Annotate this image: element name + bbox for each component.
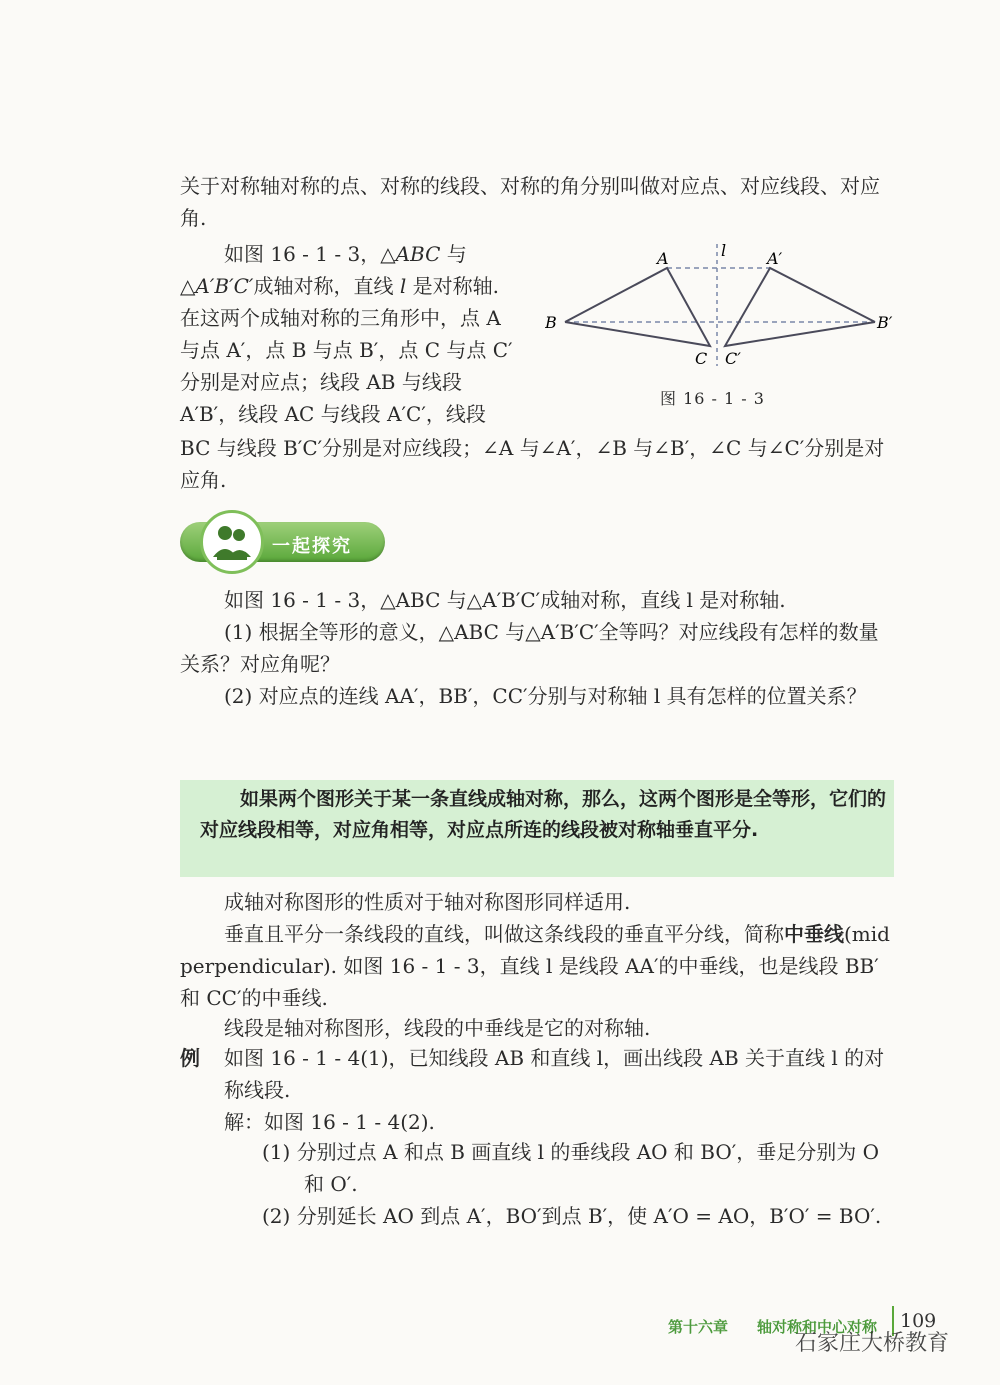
label-b: B xyxy=(545,313,557,332)
example-label: 例 xyxy=(180,1046,200,1070)
example1-paragraph: 如图 16 - 1 - 3，△ABC 与△A′B′C′成轴对称，直线 l 是对称轴. 在这两个成轴对称的三角形中，点 A 与点 A′，点 B 与点 B′，点 C 与点 C′分别是对应点；线段 AB 与线段 A′B′，线段 AC 与线段 A′C′，线段 xyxy=(180,242,513,426)
solution-step-1: (1) 分别过点 A 和点 B 画直线 l 的垂线段 AO 和 BO′，垂足分别为 O 和 O′. xyxy=(262,1140,880,1196)
watermark-text: 石家庄大桥教育 xyxy=(795,1331,950,1356)
definition-paragraph: 垂直且平分一条线段的直线，叫做这条线段的垂直平分线，简称中垂线(mid perpendicular). 如图 16 - 1 - 3，直线 l 是线段 AA′的中垂线，也是线段 BB′和 CC′的中垂线. xyxy=(180,922,890,1010)
term-mid-perpendicular: 中垂线 xyxy=(784,922,844,946)
label-a-prime: A′ xyxy=(767,249,783,268)
label-c: C xyxy=(695,349,708,368)
property-line: 成轴对称图形的性质对于轴对称图形同样适用. xyxy=(224,890,631,914)
triangle-abc-prime xyxy=(725,268,875,346)
footer-title: 轴对称和中心对称 xyxy=(757,1318,878,1336)
conclusion-text: 如果两个图形关于某一条直线成轴对称，那么，这两个图形是全等形，它们的对应线段相等，对应角相等，对应点所连的线段被对称轴垂直平分. xyxy=(200,788,887,841)
example-text: 如图 16 - 1 - 4(1)，已知线段 AB 和直线 l，画出线段 AB 关于直线 l 的对称线段. xyxy=(224,1046,885,1102)
banner-label: 一起探究 xyxy=(272,536,352,557)
segment-axis-line: 线段是轴对称图形，线段的中垂线是它的对称轴. xyxy=(224,1016,651,1040)
explore-question-2: (2) 对应点的连线 AA′，BB′，CC′分别与对称轴 l 具有怎样的位置关系？ xyxy=(224,684,867,708)
solution-step-2: (2) 分别延长 AO 到点 A′，BO′到点 B′，使 A′O = AO，B′O′ = BO′. xyxy=(262,1204,882,1228)
solution-intro: 解：如图 16 - 1 - 4(2). xyxy=(224,1110,435,1134)
label-b-prime: B′ xyxy=(877,313,893,332)
figure-caption: 图 16 - 1 - 3 xyxy=(660,389,765,408)
label-a: A xyxy=(657,249,669,268)
intro-paragraph: 关于对称轴对称的点、对称的线段、对称的角分别叫做对应点、对应线段、对应角. xyxy=(180,174,880,230)
label-l: l xyxy=(721,241,727,260)
explore-intro: 如图 16 - 1 - 3，△ABC 与△A′B′C′成轴对称，直线 l 是对称轴. xyxy=(224,588,786,612)
people-icon xyxy=(200,510,264,574)
figure-16-1-3 xyxy=(545,236,905,376)
example1-paragraph-wide: BC 与线段 B′C′分别是对应线段；∠A 与∠A′，∠B 与∠B′，∠C 与∠C′分别是对应角. xyxy=(180,436,885,492)
label-c-prime: C′ xyxy=(725,349,741,368)
triangle-abc xyxy=(565,268,710,346)
explore-question-1: (1) 根据全等形的意义，△ABC 与△A′B′C′全等吗？对应线段有怎样的数量关系？对应角呢？ xyxy=(180,620,879,676)
explore-banner xyxy=(180,510,385,574)
footer-chapter: 第十六章 xyxy=(668,1318,729,1336)
page-number: 109 xyxy=(900,1310,937,1332)
